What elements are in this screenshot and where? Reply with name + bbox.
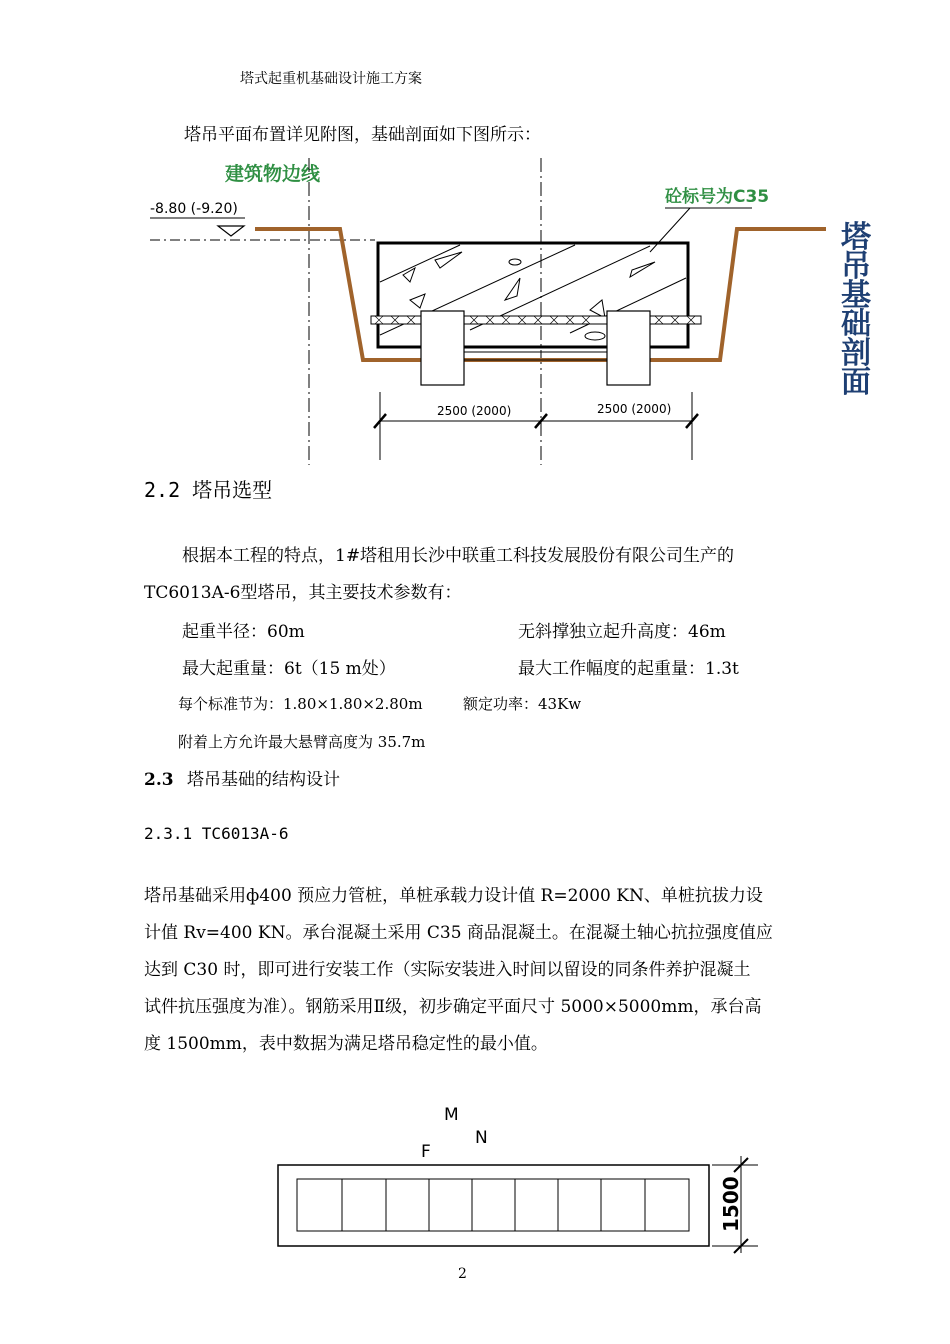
intro-text: 塔吊平面布置详见附图，基础剖面如下图所示：: [184, 125, 541, 145]
label-leader: [650, 208, 690, 252]
param-radius: 起重半径：60m: [182, 622, 305, 642]
paragraph-line: 根据本工程的特点，1#塔租用长沙中联重工科技发展股份有限公司生产的: [182, 546, 735, 566]
section-2-3-title: 塔吊基础的结构设计: [186, 770, 340, 790]
elevation-marker: [218, 226, 244, 236]
cap-height-dimension: 1500: [719, 1176, 743, 1232]
moment-label: M: [444, 1105, 459, 1125]
cap-outline: [278, 1165, 709, 1246]
cap-plan-figure: [0, 1090, 950, 1260]
pile-right: [607, 311, 650, 385]
param-max-reach-load: 最大工作幅度的起重量：1.3t: [518, 659, 739, 679]
elevation-label: -8.80 (-9.20): [150, 201, 238, 217]
concrete-grade-label: 砼标号为C35: [665, 187, 770, 207]
rebar-grid: [342, 1179, 645, 1231]
param-free-height: 无斜撑独立起升高度：46m: [518, 622, 726, 642]
param-cantilever: 附着上方允许最大悬臂高度为 35.7m: [178, 733, 426, 751]
section-2-3-number: 2.3: [144, 770, 174, 790]
pile-left: [421, 311, 464, 385]
page-number: 2: [458, 1266, 467, 1282]
body-line: 达到 C30 时，即可进行安装工作（实际安装进入时间以留设的同条件养护混凝土: [144, 960, 751, 980]
section-title-char: 吊: [841, 249, 871, 284]
section-title-char: 基: [841, 278, 871, 313]
body-line: 试件抗压强度为准）。钢筋采用Ⅱ级，初步确定平面尺寸 5000×5000mm，承台高: [144, 997, 762, 1017]
section-title-char: 础: [841, 307, 871, 342]
body-line: 计值 Rv=400 KN。承台混凝土采用 C35 商品混凝土。在混凝土轴心抗拉强度值应: [144, 923, 773, 943]
param-section-size: 每个标准节为：1.80×1.80×2.80m: [178, 695, 423, 713]
dimension-left: 2500 (2000): [437, 404, 512, 418]
body-line: 度 1500mm，表中数据为满足塔吊稳定性的最小值。: [144, 1034, 548, 1054]
paragraph-line: TC6013A-6型塔吊，其主要技术参数有：: [144, 583, 462, 603]
section-2-2-heading: 2.2 塔吊选型: [144, 478, 273, 502]
section-2-3-heading: [144, 765, 340, 790]
cap-inner: [297, 1179, 689, 1231]
axial-label: N: [475, 1128, 488, 1148]
section-title-vertical: [841, 220, 872, 400]
page-header: 塔式起重机基础设计施工方案: [240, 71, 422, 87]
dimension-right: 2500 (2000): [597, 402, 672, 416]
param-max-load: 最大起重量：6t（15 m处）: [182, 659, 396, 679]
section-title-char: 塔: [841, 220, 871, 255]
section-title-char: 面: [841, 365, 871, 400]
section-2-3-1-heading: 2.3.1 TC6013A-6: [144, 824, 289, 843]
param-power: 额定功率：43Kw: [463, 695, 582, 713]
body-line: 塔吊基础采用ф400 预应力管桩，单桩承载力设计值 R=2000 KN、单桩抗拔力设: [144, 886, 763, 906]
force-label: F: [421, 1142, 431, 1162]
section-title-char: 剖: [841, 336, 871, 371]
building-line-label: 建筑物边线: [225, 163, 321, 185]
foundation-section-figure: [0, 150, 950, 470]
